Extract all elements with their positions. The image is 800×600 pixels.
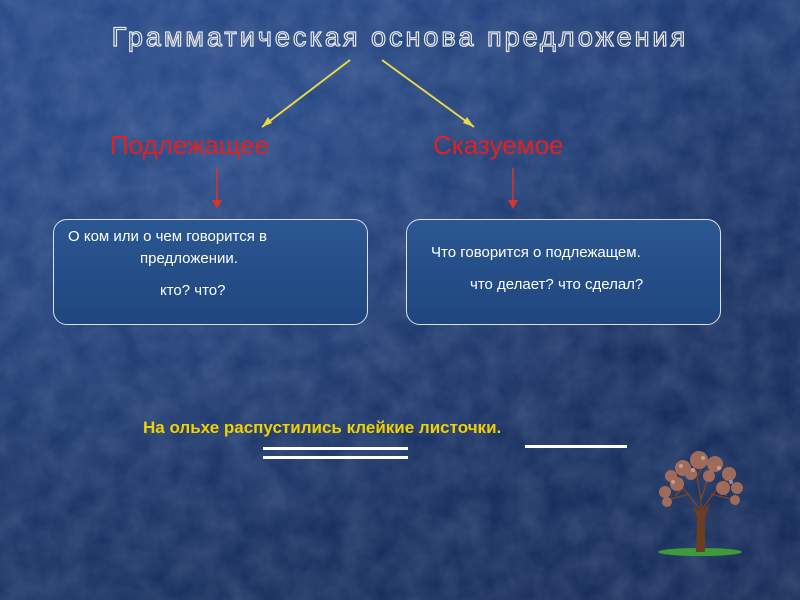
predicate-definition-line1: Что говорится о подлежащем. [431,244,641,261]
subject-label: Подлежащее [110,130,269,160]
predicate-question: что делает? что сделал? [470,275,644,293]
arrow-to-subject-head [262,117,272,127]
predicate-label: Сказуемое [433,130,564,160]
subject-definition-line2: предложении. [140,249,238,267]
predicate-underline-top [263,447,408,450]
sentence-subject-word: листочки [418,418,497,437]
predicate-definition-box [406,219,721,325]
subject-definition-box [53,219,368,325]
sentence-period: . [496,418,502,437]
arrow-subject-down-head [212,200,222,209]
sentence-word-1: На ольхе [143,418,224,437]
sentence-predicate-word: распустились [223,418,342,437]
subject-underline [525,445,627,448]
sentence-word-3: клейкие [341,418,419,437]
subject-question: кто? что? [160,281,226,299]
arrow-to-predicate-head [463,117,474,127]
example-sentence [143,418,501,438]
subject-definition-line1: О ком или о чем говорится в [68,228,268,245]
predicate-underline-bottom [263,456,408,459]
diagram-title: Грамматическая основа предложения [111,22,689,52]
arrow-predicate-down-head [508,200,518,209]
tree-icon [653,448,748,558]
arrow-to-predicate [382,60,474,127]
arrow-to-subject [262,60,350,127]
